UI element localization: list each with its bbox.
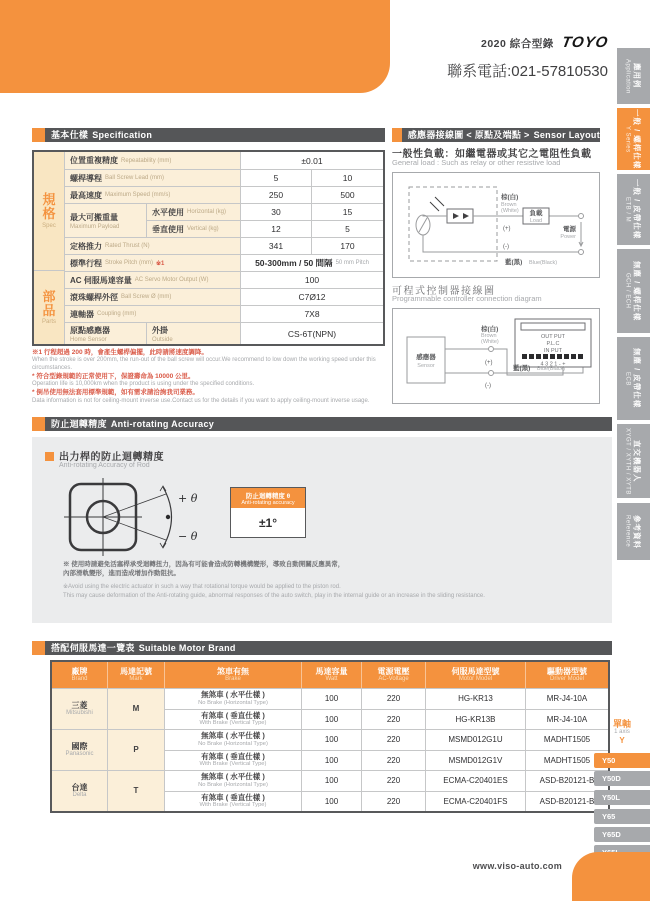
side-tab-label: 一般 / 皮帶仕樣 [632, 179, 642, 240]
section-bar-accent [32, 641, 45, 655]
voltage-cell: 220 [361, 791, 425, 812]
spec-row-thrust: 定格推力 Rated Thrust (N) 341 170 [65, 237, 383, 254]
watt-cell: 100 [301, 791, 361, 812]
motor-col-brand: 廠牌 Brand [52, 662, 107, 688]
anti-subtitle-zh: 出力桿的防止迴轉精度 [59, 452, 164, 463]
plc-diagram-svg [393, 309, 599, 403]
plc-terminal-strip [522, 354, 583, 359]
svg-text:Blue(Black): Blue(Black) [529, 260, 558, 266]
watt-cell: 100 [301, 750, 361, 771]
section-title-zh: 搭配伺服馬達一覽表 [51, 643, 135, 653]
svg-text:Sensor: Sensor [417, 363, 435, 369]
motor-model-cell: ECMA-C20401ES [425, 770, 525, 791]
section-title-en: Anti-rotating Accuracy [110, 419, 215, 429]
svg-text:(+): (+) [503, 226, 511, 232]
voltage-cell: 220 [361, 750, 425, 771]
svg-text:棕(白): 棕(白) [481, 326, 499, 333]
mark-cell: T [107, 770, 164, 811]
spec-row-lead: 螺桿導程 Ball Screw Lead (mm) 5 10 [65, 169, 383, 186]
spec-rail-spec: 規格 Spec [42, 192, 56, 229]
contact-phone: 聯系電話:021-57810530 [447, 63, 608, 80]
svg-text:Blue(Black): Blue(Black) [537, 366, 566, 372]
brand-cell-delta: 台達 Delta [52, 770, 107, 811]
motor-model-cell: HG-KR13 [425, 688, 525, 709]
svg-text:+ θ: + θ [178, 492, 198, 505]
svg-text:藍(黑): 藍(黑) [505, 259, 523, 266]
anti-accuracy-box [230, 487, 306, 538]
svg-text:4 3 2 1 - +: 4 3 2 1 - + [540, 361, 566, 368]
section-title-zh: 防止迴轉精度 [51, 419, 107, 429]
model-nav-header: 單軸 1 axis Y [612, 719, 631, 746]
wiring-diagram-svg [393, 173, 599, 277]
anti-accuracy-value: ±1° [258, 515, 278, 530]
brake-cell: 有煞車 ( 垂直仕樣 ) With Brake (Vertical Type) [164, 709, 301, 730]
website-url[interactable]: www.viso-auto.com [472, 861, 562, 871]
spec-rail-parts: 部品 Parts [34, 270, 64, 344]
brake-cell: 無煞車 ( 水平仕樣 ) No Brake (Horizontal Type) [164, 770, 301, 791]
svg-text:IN PUT: IN PUT [543, 348, 563, 354]
spec-rail [34, 152, 65, 344]
driver-model-cell: MR-J4-10A [525, 709, 608, 730]
svg-text:電源: 電源 [563, 226, 576, 233]
bottom-orange-block [572, 852, 650, 901]
spec-row-coupling: 連軸器 Coupling (mm) 7X8 [65, 305, 383, 322]
footnote: Operation life is 10,000km when the product is using under the specified conditions. [32, 381, 255, 388]
section-title-zh: 感應器接線圖 < 原點及端點 > [407, 130, 530, 140]
side-tab-label: 無塵 / 螺桿仕樣 [632, 260, 642, 322]
side-tab-reference[interactable] [617, 503, 650, 560]
model-tab-y50[interactable]: Y50 [594, 753, 650, 768]
brake-cell: 無煞車 ( 水平仕樣 ) No Brake (Horizontal Type) [164, 729, 301, 750]
brake-cell: 有煞車 ( 垂直仕樣 ) With Brake (Vertical Type) [164, 791, 301, 812]
svg-text:感應器: 感應器 [416, 354, 436, 361]
plc-wiring-diagram [392, 308, 600, 404]
side-tab-sublabel: ETB / M [624, 196, 631, 223]
driver-model-cell: MADHT1505 [525, 750, 608, 771]
watt-cell: 100 [301, 688, 361, 709]
side-tab-ecb[interactable] [617, 337, 650, 420]
side-tab-etb-m[interactable] [617, 174, 650, 245]
side-tab-sublabel: XYGT / XYTH / XYTB [624, 427, 631, 495]
driver-model-cell: ASD-B20121-B [525, 770, 608, 791]
svg-text:(+): (+) [485, 360, 493, 366]
side-tab-label: 無塵 / 皮帶仕樣 [632, 348, 642, 409]
spec-row-repeatability: 位置重複精度 Repeatability (mm) ±0.01 [65, 152, 383, 169]
plc-title-zh: 可程式控制器接線圖 [392, 286, 496, 297]
voltage-cell: 220 [361, 729, 425, 750]
section-bar-sensor-layout [392, 128, 600, 142]
voltage-cell: 220 [361, 709, 425, 730]
motor-col-mark: 馬達記號 Mark [107, 662, 164, 688]
driver-model-cell: MADHT1505 [525, 729, 608, 750]
anti-note-zh: ※ 使用時請避免活塞桿承受迴轉扭力，因為有可能會造成防轉機構變形，導致自動開關反應異常， 內部滑軌變形，進而造成增加作動阻抗。 [63, 561, 345, 578]
svg-text:Brown: Brown [481, 333, 497, 339]
spec-row-stroke: 標準行程 Stroke Pitch (mm) ※1 50-300mm / 50 間隔 50 mm Pitch [65, 254, 383, 271]
plc-title-en: Programmable controller connection diagram [392, 294, 542, 303]
section-bar-accent [32, 417, 45, 431]
section-bar-motor-brand [32, 641, 612, 655]
driver-model-cell: ASD-B20121-B [525, 791, 608, 812]
diode-symbols [453, 213, 469, 219]
side-tab-application[interactable] [617, 48, 650, 104]
hero-orange-block [0, 0, 390, 93]
watt-cell: 100 [301, 709, 361, 730]
svg-text:Brown: Brown [501, 202, 517, 208]
general-load-wiring-diagram [392, 172, 600, 278]
section-title-en: Specification [92, 130, 153, 140]
side-tab-label: 直交機器人 [632, 439, 642, 483]
catalog-edition [481, 34, 608, 51]
motor-model-cell: MSMD012G1V [425, 750, 525, 771]
svg-text:(-): (-) [485, 383, 491, 389]
model-tab-y50d[interactable]: Y50D [594, 771, 650, 786]
spec-row-payload: 最大可搬重量 Maximum Payload 水平使用 Horizontal (kg) 30 15 垂直使用 Vertical (kg) 12 5 [65, 203, 383, 237]
side-tab-xy-robot[interactable] [617, 424, 650, 498]
model-tab-y65[interactable]: Y65 [594, 809, 650, 824]
voltage-cell: 220 [361, 770, 425, 791]
motor-model-cell: MSMD012G1U [425, 729, 525, 750]
general-load-title-en: General load : Such as relay or other resistive load [392, 158, 561, 167]
motor-col-motor-model: 伺服馬達型號 Motor Model [425, 662, 525, 688]
side-tab-sublabel: ECB [624, 371, 631, 386]
side-tab-y-series[interactable] [617, 108, 650, 170]
section-bar-specification [32, 128, 385, 142]
toyo-logo: TOYO [560, 34, 610, 51]
spec-row-payload-vertical: 垂直使用 Vertical (kg) 12 5 [147, 220, 383, 237]
motor-model-cell: HG-KR13B [425, 709, 525, 730]
section-title-zh: 基本仕樣 [51, 130, 89, 140]
mark-cell: P [107, 729, 164, 770]
watt-cell: 100 [301, 770, 361, 791]
motor-model-cell: ECMA-C20401FS [425, 791, 525, 812]
section-title-en: Suitable Motor Brand [138, 643, 236, 653]
watt-cell: 100 [301, 729, 361, 750]
svg-text:Power: Power [560, 234, 576, 240]
svg-text:P.L.C: P.L.C [546, 341, 560, 347]
side-tab-label: 應用例 [632, 63, 642, 89]
general-load-title-zh: 一般性負載：如繼電器或其它之電阻性負載 [392, 149, 592, 160]
pivot-dot [166, 515, 170, 519]
spec-row-home-sensor: 原點感應器 Home Sensor 外掛 Outside CS-6T(NPN) [65, 322, 383, 344]
svg-text:(-): (-) [503, 244, 509, 250]
footnote: Data information is not for ceiling-mount inverse use.Contact us for the details if you want to apply ceiling-mount inverse usage. [32, 397, 370, 404]
footnote: ※1 行程超過 200 時，會產生螺桿偏擺，此時請將速度調降。 [32, 349, 208, 356]
section-title-en: Sensor Layout [533, 130, 600, 140]
anti-accuracy-box-header: 防止迴轉精度 θ Anti-rotating accuracy [231, 488, 305, 508]
brand-cell-panasonic: 國際 Panasonic [52, 729, 107, 770]
side-tab-gch-ech[interactable] [617, 249, 650, 333]
brake-cell: 無煞車 ( 水平仕樣 ) No Brake (Horizontal Type) [164, 688, 301, 709]
brake-cell: 有煞車 ( 垂直仕樣 ) With Brake (Vertical Type) [164, 750, 301, 771]
svg-text:棕(白): 棕(白) [501, 194, 519, 201]
footnote: * 符合型錄規範的正常使用下，保證壽命為 10000 公里。 [32, 373, 195, 381]
side-tab-sublabel: Reference [624, 515, 631, 548]
footnote: * 倒吊使用無法套用標準規範，如有需求請洽詢我司業務。 [32, 389, 199, 397]
side-tab-sublabel: Y Series [624, 125, 631, 153]
model-tab-y50l[interactable]: Y50L [594, 790, 650, 805]
side-tab-label: 一般 / 螺桿仕樣 [632, 108, 642, 170]
svg-text:藍(黑): 藍(黑) [513, 365, 531, 372]
light-arrows [430, 197, 444, 211]
brand-cell-mitsubishi: 三菱 Mitsubishi [52, 688, 107, 729]
spec-table [32, 150, 385, 346]
motor-col-brake: 煞車有無 Brake [164, 662, 301, 688]
motor-col-driver-model: 驅動器型號 Driver Model [525, 662, 608, 688]
model-tab-y65d[interactable]: Y65D [594, 827, 650, 842]
spec-row-speed: 最高速度 Maximum Speed (mm/s) 250 500 [65, 186, 383, 203]
svg-text:負載: 負載 [529, 210, 543, 217]
side-tab-sublabel: GCH / ECH [624, 273, 631, 309]
section-bar-accent [32, 128, 45, 142]
motor-table [50, 660, 610, 813]
svg-text:(White): (White) [481, 339, 499, 345]
bullet-square-icon [45, 452, 54, 461]
motor-col-watt: 馬達容量 Watt [301, 662, 361, 688]
voltage-cell: 220 [361, 688, 425, 709]
section-bar-anti-rotating [32, 417, 612, 431]
edition-text: 2020 綜合型錄 [480, 38, 554, 50]
spec-footnotes [32, 349, 394, 406]
driver-model-cell: MR-J4-10A [525, 688, 608, 709]
spec-row-payload-horizontal: 水平使用 Horizontal (kg) 30 15 [147, 204, 383, 220]
svg-text:OUT PUT: OUT PUT [540, 334, 566, 340]
svg-text:Load: Load [529, 218, 543, 224]
svg-text:− θ: − θ [178, 530, 198, 543]
footnote: When the stroke is over 200mm, the run-out of the ball screw will occur.We recommend to low down the working speed under this circumstances. [32, 357, 376, 372]
spec-row-servo-output: AC 伺服馬達容量 AC Servo Motor Output (W) 100 [65, 271, 383, 288]
mark-cell: M [107, 688, 164, 729]
motor-col-voltage: 電源電壓 AC-Voltage [361, 662, 425, 688]
svg-text:(White): (White) [501, 208, 519, 214]
section-bar-accent [392, 128, 402, 142]
anti-subtitle-en: Anti-rotating Accuracy of Rod [59, 462, 150, 469]
side-tab-sublabel: Application [624, 58, 631, 94]
anti-note-en: ※Avoid using the electric actuator in such a way that rotational torque would be applied to the piston rod. This may cause deformation of the Anti-rotating guide, abnormal responses of the auto switch, play in the internal guide or an increase in the sliding resistance. [63, 584, 485, 599]
spec-row-ball-screw: 滾珠螺桿外徑 Ball Screw Ø (mm) C7Ø12 [65, 288, 383, 305]
side-tab-label: 參考資料 [632, 514, 642, 549]
